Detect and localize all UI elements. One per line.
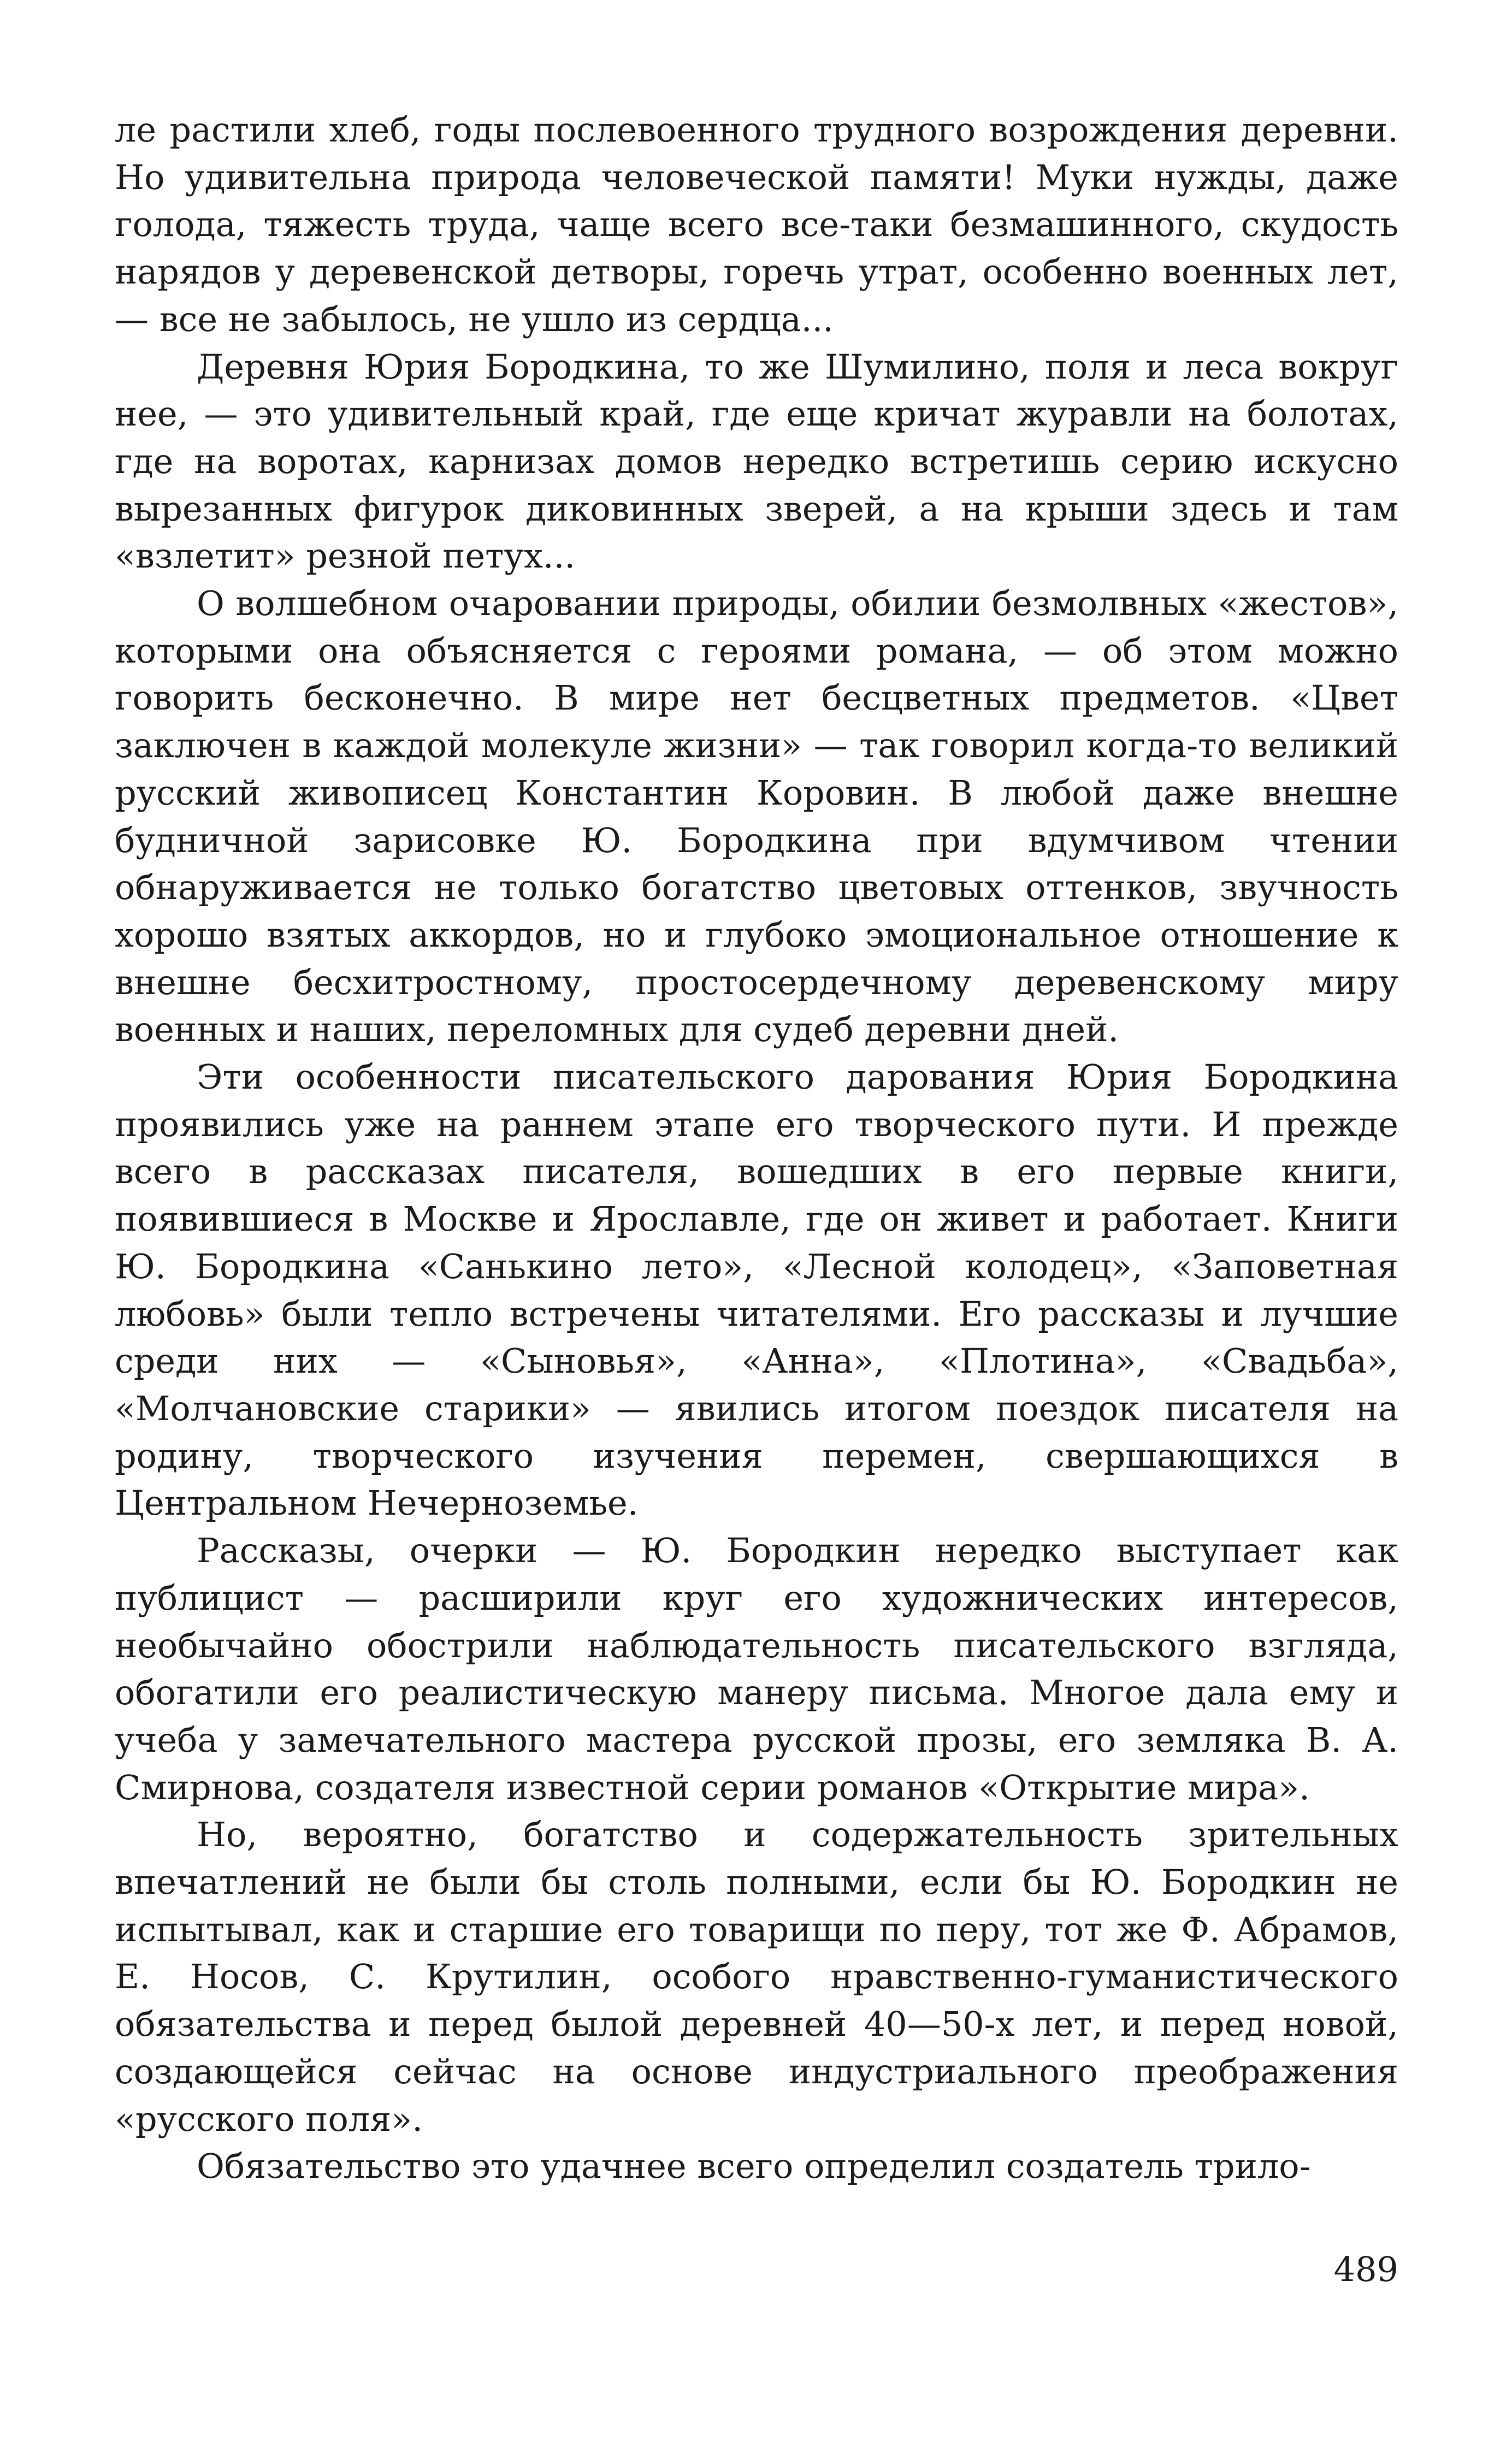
paragraph-2: Деревня Юрия Бородкина, то же Шумилино, поля и леса вокруг нее, — это удивительный край, где еще кричат журавли на болотах, где на воротах, карнизах домов нередко встретишь серию искусно вырезанных фигурок диковинных зверей, а на крыши здесь и там «взлетит» резной петух... bbox=[115, 346, 1398, 576]
paragraph-1: ле растили хлеб, годы послевоенного трудного возрождения деревни. Но удивительна природа человеческой памяти! Муки нужды, даже голода, тяжесть труда, чаще всего все-таки безмашинного, скудость нарядов у деревенской детворы, горечь утрат, особенно военных лет, — все не забылось, не ушло из сердца... bbox=[115, 110, 1398, 339]
paragraph-3: О волшебном очаровании природы, обилии безмолвных «жестов», которыми она объясняется с героями романа, — об этом можно говорить бесконечно. В мире нет бесцветных предметов. «Цвет заключен в каждой молекуле жизни» — так говорил когда-то великий русский живописец Константин Коровин. В любой даже внешне будничной зарисовке Ю. Бородкина при вдумчивом чтении обнаруживается не только богатство цветовых оттенков, звучность хорошо взятых аккордов, но и глубоко эмоциональное отношение к внешне бесхитростному, простосердечному деревенскому миру военных и наших, переломных для судеб деревни дней. bbox=[115, 583, 1398, 1050]
paragraph-7: Обязательство это удачнее всего определил создатель трило- bbox=[197, 2146, 1311, 2187]
paragraph-5: Рассказы, очерки — Ю. Бородкин нередко выступает как публицист — расширили круг его художнических интересов, необычайно обострили наблюдательность писательского взгляда, обогатили его реалистическую манеру письма. Многое дала ему и учеба у замечательного мастера русской прозы, его земляка В. А. Смирнова, создателя известной серии романов «Открытие мира». bbox=[115, 1531, 1398, 1807]
paragraph-6: Но, вероятно, богатство и содержательность зрительных впечатлений не были бы столь полными, если бы Ю. Бородкин не испытывал, как и старшие его товарищи по перу, тот же Ф. Абрамов, Е. Носов, С. Крутилин, особого нравственно-гуманистического обязательства и перед былой деревней 40—50-х лет, и перед новой, создающейся сейчас на основе индустриального преображения «русского поля». bbox=[115, 1815, 1398, 2139]
paragraph-4: Эти особенности писательского дарования Юрия Бородкина проявились уже на раннем этапе его творческого пути. И прежде всего в рассказах писателя, вошедших в его первые книги, появившиеся в Москве и Ярославле, где он живет и работает. Книги Ю. Бородкина «Санькино лето», «Лесной колодец», «Заповетная любовь» были тепло встречены читателями. Его рассказы и лучшие среди них — «Сыновья», «Анна», «Плотина», «Свадьба», «Молчановские старики» — явились итогом поездок писателя на родину, творческого изучения перемен, свершающихся в Центральном Нечерноземье. bbox=[115, 1057, 1398, 1523]
page-number: 489 bbox=[1333, 2249, 1398, 2289]
page-body bbox=[115, 107, 1398, 2190]
